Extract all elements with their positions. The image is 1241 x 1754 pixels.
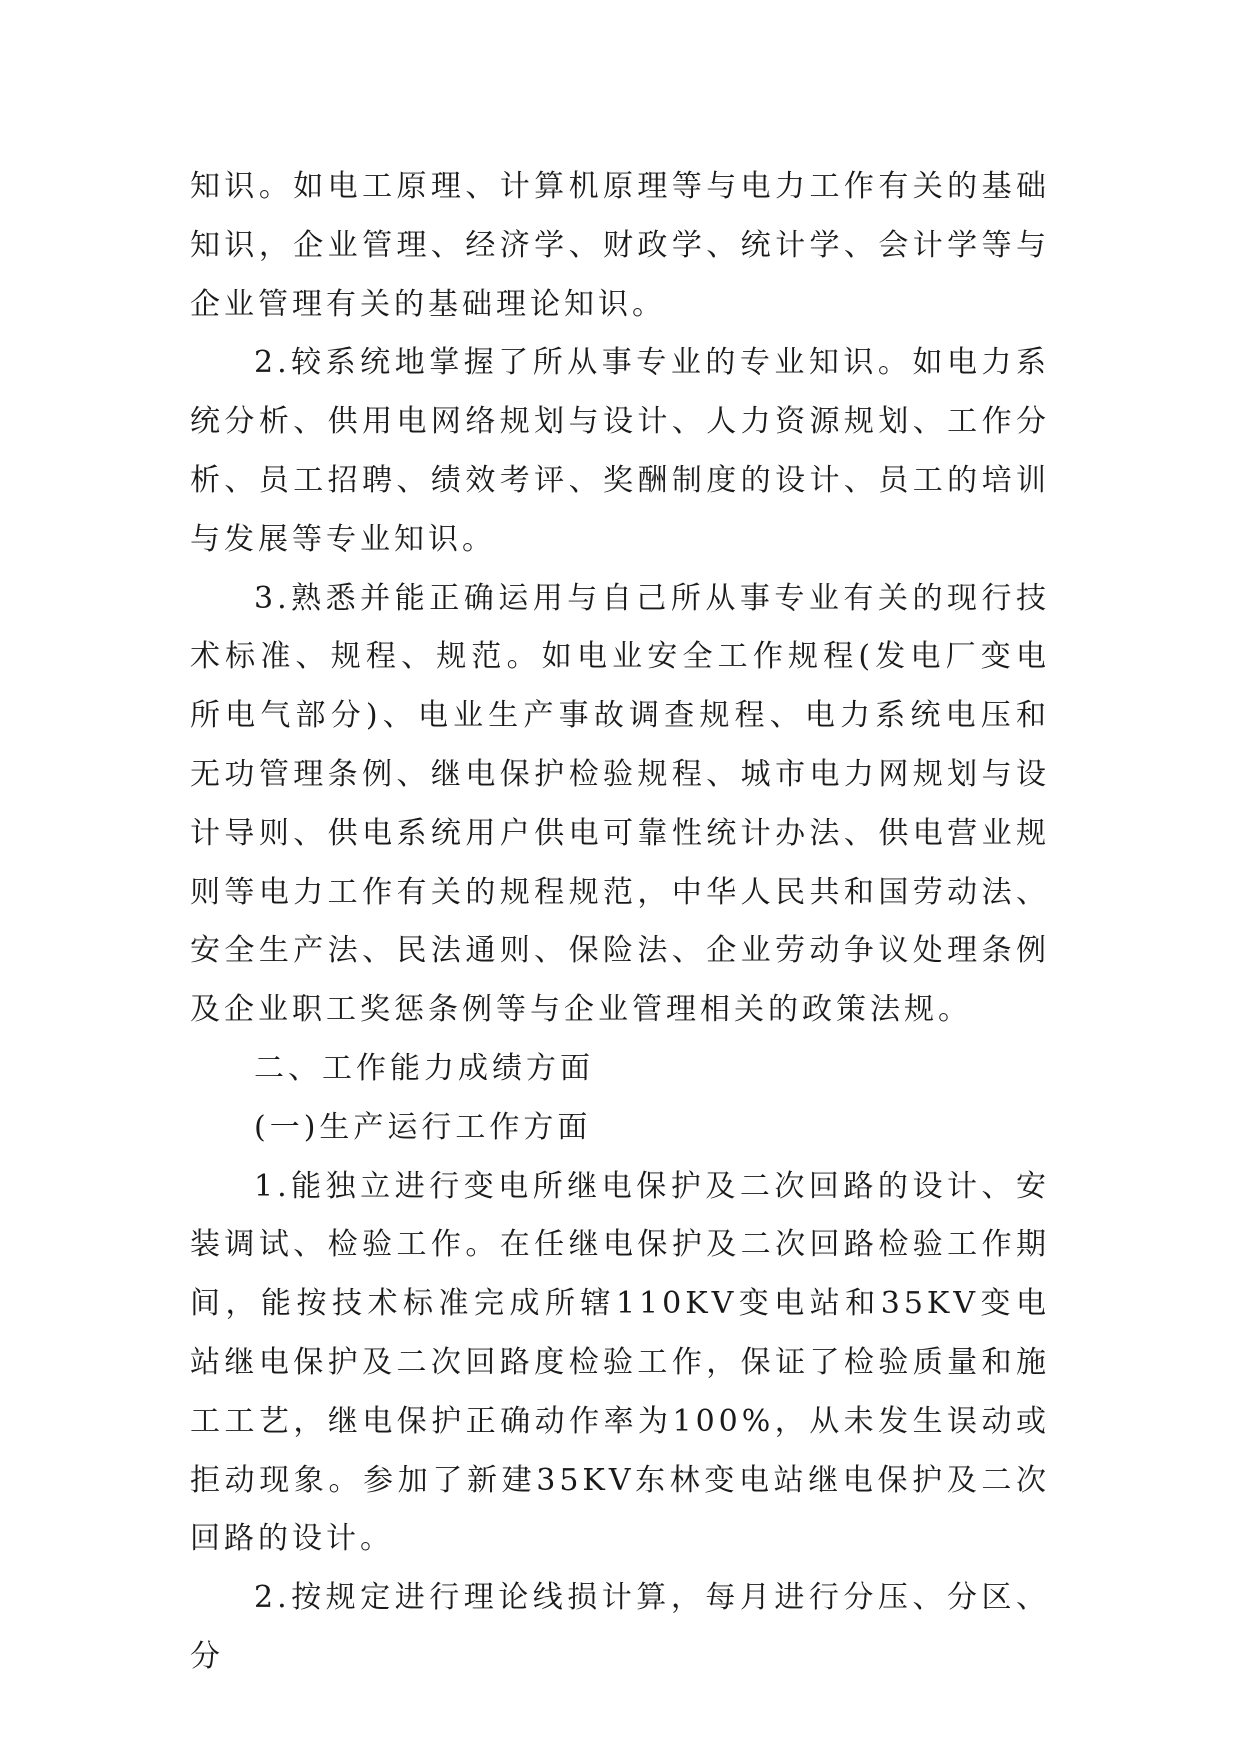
- paragraph-item-3: 3.熟悉并能正确运用与自己所从事专业有关的现行技术标准、规程、规范。如电业安全工作规程(发电厂变电所电气部分)、电业生产事故调查规程、电力系统电压和无功管理条例、继电保护检验规程、城市电力网规划与设计导则、供电系统用户供电可靠性统计办法、供电营业规则等电力工作有关的规程规范，中华人民共和国劳动法、安全生产法、民法通则、保险法、企业劳动争议处理条例及企业职工奖惩条例等与企业管理相关的政策法规。: [190, 580, 1050, 1028]
- paragraph-item-2-b: 2.按规定进行理论线损计算，每月进行分压、分区、分: [190, 1580, 1050, 1674]
- section-heading: 二、工作能力成绩方面: [254, 1050, 594, 1086]
- document-body: [190, 158, 1050, 1687]
- subsection-heading: (一)生产运行工作方面: [254, 1109, 592, 1145]
- paragraph-item-1: 1.能独立进行变电所继电保护及二次回路的设计、安装调试、检验工作。在任继电保护及二次回路检验工作期间，能按技术标准完成所辖110KV变电站和35KV变电站继电保护及二次回路度检验工作，保证了检验质量和施工工艺，继电保护正确动作率为100%，从未发生误动或拒动现象。参加了新建35KV东林变电站继电保护及二次回路的设计。: [190, 1168, 1050, 1557]
- paragraph-item-2: 2.较系统地掌握了所从事专业的专业知识。如电力系统分析、供用电网络规划与设计、人力资源规划、工作分析、员工招聘、绩效考评、奖酬制度的设计、员工的培训与发展等专业知识。: [190, 345, 1050, 557]
- paragraph-continuation: 知识。如电工原理、计算机原理等与电力工作有关的基础知识，企业管理、经济学、财政学、统计学、会计学等与企业管理有关的基础理论知识。: [190, 169, 1050, 322]
